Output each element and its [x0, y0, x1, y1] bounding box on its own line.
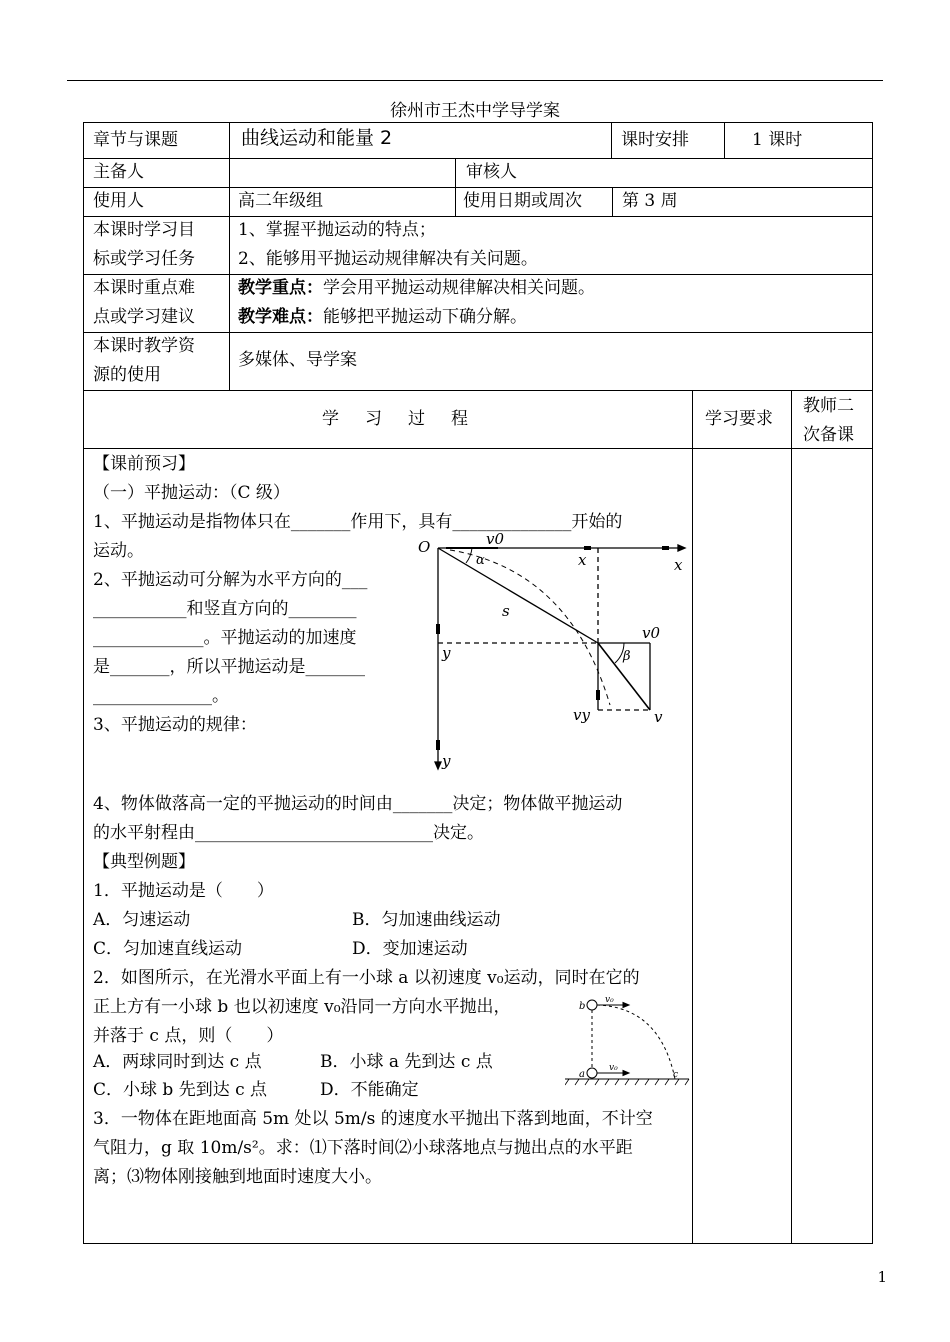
- ex3-line2: 气阻力，g 取 10m/s²。求：⑴下落时间⑵小球落地点与抛出点的水平距: [93, 1138, 633, 1158]
- trajectory-curve: [450, 550, 610, 705]
- q3: 3、平抛运动的规律：: [93, 715, 257, 735]
- label-origin: O: [418, 538, 431, 556]
- ex1-option-c: C．匀加速直线运动: [93, 939, 243, 959]
- school-title: 徐州市王杰中学导学案: [390, 101, 560, 121]
- q2-line5: ______________。: [93, 686, 229, 706]
- difficulty-text: 能够把平抛运动下确分解。: [323, 307, 527, 327]
- ball-a: [587, 1068, 597, 1078]
- ex2-line1: 2．如图所示，在光滑水平面上有一小球 a 以初速度 v₀运动，同时在它的: [93, 968, 640, 988]
- date-value: 第 3 周: [622, 191, 678, 211]
- process-label: 学习过程: [322, 409, 494, 429]
- projectile-diagram: [410, 530, 690, 780]
- ex1-option-a: A．匀速运动: [93, 910, 191, 930]
- x-axis-tick: [662, 546, 669, 550]
- label-v0-top: v0: [486, 530, 505, 548]
- examples-heading: 【典型例题】: [93, 852, 195, 872]
- ex2-line3: 并落于 c 点，则（ ）: [93, 1026, 284, 1046]
- key-point-text: 学会用平抛运动规律解决相关问题。: [323, 278, 595, 298]
- label-v0-top: v₀: [605, 995, 614, 1005]
- goal-1: 1、掌握平抛运动的特点；: [238, 220, 436, 240]
- page-number: 1: [877, 1268, 887, 1286]
- top-rule: [67, 80, 883, 81]
- difficulty: [238, 303, 527, 332]
- q2-line2: ___________和竖直方向的________: [93, 599, 357, 619]
- q1-line2: 运动。: [93, 541, 144, 561]
- ex2-option-c: C．小球 b 先到达 c 点: [93, 1080, 268, 1100]
- resources-label-line1: 本课时教学资: [93, 336, 195, 356]
- label-beta: β: [623, 649, 631, 664]
- label-vy: vy: [573, 706, 590, 724]
- schedule-value: 1 课时: [752, 130, 803, 150]
- ex1-option-b: B．匀加速曲线运动: [352, 910, 501, 930]
- date-label: 使用日期或周次: [463, 191, 582, 211]
- label-x-mark: x: [578, 551, 587, 569]
- label-y-axis: y: [442, 752, 451, 770]
- q4-line1: 4、物体做落高一定的平抛运动的时间由_______决定；物体做平抛运动: [93, 794, 623, 814]
- teacher-label-line1: 教师二: [803, 396, 854, 416]
- ex3-line1: 3．一物体在距地面高 5m 处以 5m/s 的速度水平抛出下落到地面，不计空: [93, 1109, 653, 1129]
- y-axis-arrow: [435, 762, 441, 769]
- label-alpha: α: [476, 553, 485, 568]
- label-s: s: [502, 602, 510, 620]
- ex1-stem: 1．平抛运动是（ ）: [93, 881, 274, 901]
- label-v: v: [654, 708, 663, 726]
- q2-line1: 2、平抛运动可分解为水平方向的___: [93, 570, 368, 590]
- section-1: （一）平抛运动：（C 级）: [93, 483, 290, 503]
- label-y-mark: y: [442, 644, 451, 662]
- keys-label-line2: 点或学习建议: [93, 307, 195, 327]
- two-ball-diagram: [565, 995, 693, 1090]
- q2-line4: 是_______，所以平抛运动是_______: [93, 657, 365, 677]
- difficulty-label: 教学难点：: [238, 307, 323, 327]
- b-velocity-arrow: [623, 1003, 629, 1008]
- resources-label-line2: 源的使用: [93, 365, 161, 385]
- x-mark-tick: [584, 546, 591, 550]
- key-point: [238, 274, 595, 303]
- q4-line2: 的水平射程由____________________________决定。: [93, 823, 484, 843]
- vy-tick: [596, 690, 600, 700]
- reviewer-label: 审核人: [466, 162, 517, 182]
- goals-label-line2: 标或学习任务: [93, 249, 195, 269]
- ex3-line3: 离；⑶物体刚接触到地面时速度大小。: [93, 1167, 382, 1187]
- ball-b: [587, 1000, 597, 1010]
- a-velocity-arrow: [623, 1071, 629, 1076]
- label-c: c: [673, 1070, 679, 1080]
- chapter-label: 章节与课题: [93, 130, 178, 150]
- preview-heading: 【课前预习】: [93, 454, 195, 474]
- x-axis-arrow: [678, 545, 685, 551]
- user-value: 高二年级组: [238, 191, 323, 211]
- chapter-value: 曲线运动和能量 2: [241, 127, 393, 149]
- label-v0-bottom: v₀: [609, 1063, 618, 1073]
- label-v0-right: v0: [642, 624, 661, 642]
- ex2-option-d: D．不能确定: [320, 1080, 419, 1100]
- ex2-option-a: A．两球同时到达 c 点: [93, 1052, 262, 1072]
- keys-label-line1: 本课时重点难: [93, 278, 195, 298]
- schedule-label: 课时安排: [621, 130, 689, 150]
- preparer-label: 主备人: [93, 162, 144, 182]
- ex2-option-b: B．小球 a 先到达 c 点: [320, 1052, 493, 1072]
- requirement-label: 学习要求: [705, 409, 773, 429]
- goal-2: 2、能够用平抛运动规律解决有关问题。: [238, 249, 538, 269]
- label-b: b: [579, 1001, 586, 1012]
- label-a: a: [579, 1069, 585, 1080]
- alpha-arc: [466, 548, 472, 563]
- ex1-option-d: D．变加速运动: [352, 939, 468, 959]
- q1-line1: 1、平抛运动是指物体只在_______作用下，具有______________开始的: [93, 512, 623, 532]
- label-x-axis: x: [674, 556, 683, 574]
- y-axis-tick: [436, 740, 440, 750]
- resources-value: 多媒体、导学案: [238, 350, 357, 370]
- y-mark-tick: [436, 624, 440, 634]
- displacement-line: [438, 548, 598, 643]
- goals-label-line1: 本课时学习目: [93, 220, 195, 240]
- key-point-label: 教学重点：: [238, 278, 323, 298]
- user-label: 使用人: [93, 191, 144, 211]
- ex2-line2: 正上方有一小球 b 也以初速度 v₀沿同一方向水平抛出，: [93, 997, 511, 1017]
- teacher-label-line2: 次备课: [803, 425, 854, 445]
- q2-line3: _____________。平抛运动的加速度: [93, 628, 357, 648]
